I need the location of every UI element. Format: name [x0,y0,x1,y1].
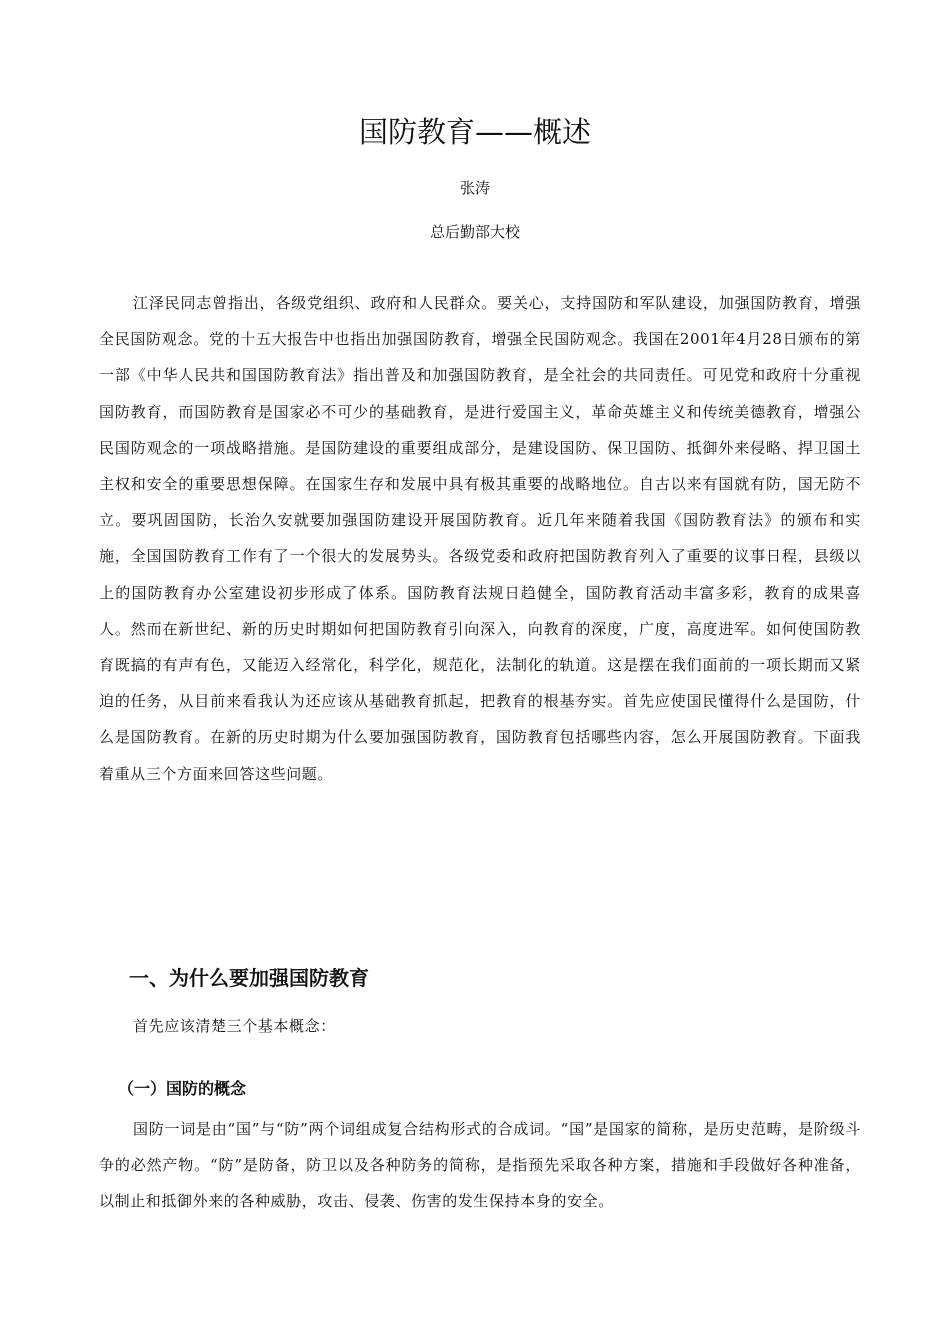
section-heading: 一、为什么要加强国防教育 [129,966,369,990]
author-name: 张涛 [459,179,490,197]
author-affiliation: 总后勤部大校 [429,223,520,241]
intro-paragraph: 江泽民同志曾指出，各级党组织、政府和人民群众。要关心，支持国防和军队建设，加强国防教育，增强全民国防观念。党的十五大报告中也指出加强国防教育，增强全民国防观念。我国在2001年4月28日颁布的第一部《中华人民共和国国防教育法》指出普及和加强国防教育，是全社会的共同责任。可见党和政府十分重视国防教育，而国防教育是国家必不可少的基础教育，是进行爱国主义，革命英雄主义和传统美德教育，增强公民国防观念的一项战略措施。是国防建设的重要组成部分，是建设国防、保卫国防、抵御外来侵略、捍卫国土主权和安全的重要思想保障。在国家生存和发展中具有极其重要的战略地位。自古以来有国就有防，国无防不立。要巩固国防，长治久安就要加强国防建设开展国防教育。近几年来随着我国《国防教育法》的颁布和实施，全国国防教育工作有了一个很大的发展势头。各级党委和政府把国防教育列入了重要的议事日程，县级以上的国防教育办公室建设初步形成了体系。国防教育法规日趋健全，国防教育活动丰富多彩，教育的成果喜人。然而在新世纪、新的历史时期如何把国防教育引向深入，向教育的深度，广度，高度进军。如何使国防教育既搞的有声有色，又能迈入经常化，科学化，规范化，法制化的轨道。这是摆在我们面前的一项长期而又紧迫的任务，从目前来看我认为还应该从基础教育抓起，把教育的根基夯实。首先应使国民懂得什么是国防，什么是国防教育。在新的历史时期为什么要加强国防教育，国防教育包括哪些内容，怎么开展国防教育。下面我着重从三个方面来回答这些问题。 [99,294,861,783]
document-title: 国防教育——概述 [358,115,591,149]
section-lead-text: 首先应该清楚三个基本概念： [133,1017,336,1035]
subsection-heading: （一）国防的概念 [118,1079,247,1098]
definition-paragraph: 国防一词是由“国”与“防”两个词组成复合结构形式的合成词。“国”是国家的简称，是历史范畴，是阶级斗争的必然产物。“防”是防备，防卫以及各种防务的简称，是指预先采取各种方案，措施和手段做好各种准备，以制止和抵御外来的各种威胁，攻击、侵袭、伤害的发生保持本身的安全。 [99,1120,861,1211]
